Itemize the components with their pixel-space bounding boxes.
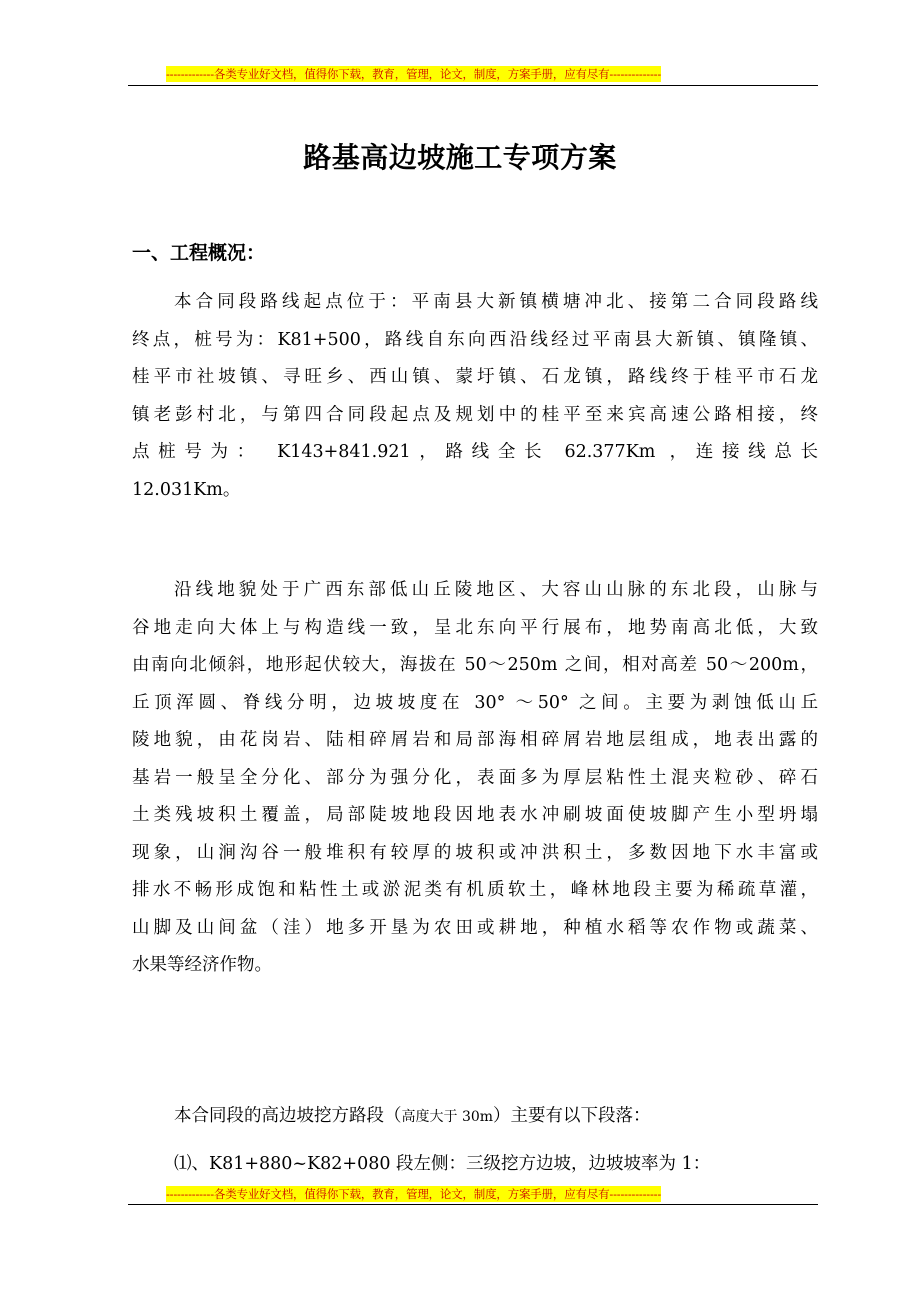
text-line: 现象，山涧沟谷一般堆积有较厚的坡积或冲洪积土，多数因地下水丰富或 bbox=[132, 842, 818, 863]
text-line: 水果等经济作物。 bbox=[132, 955, 272, 975]
footer-banner: -------------各类专业好文档，值得你下载，教育，管理，论文，制度，方案手册，应有尽有-------------- bbox=[166, 1187, 662, 1201]
paragraph-terrain bbox=[132, 572, 818, 985]
text-line: 丘顶浑圆、脊线分明，边坡坡度在 30° ～50° 之间。主要为剥蚀低山丘 bbox=[132, 692, 818, 713]
document-title: 路基高边坡施工专项方案 bbox=[303, 141, 617, 174]
text-line: 排水不畅形成饱和粘性土或淤泥类有机质软土，峰林地段主要为稀疏草灌， bbox=[132, 880, 818, 900]
text-line: 基岩一般呈全分化、部分为强分化，表面多为厚层粘性土混夹粒砂、碎石 bbox=[132, 767, 818, 788]
text-line: 由南向北倾斜，地形起伏较大，海拔在 50～250m 之间，相对高差 50～200m， bbox=[132, 655, 818, 675]
paragraph-high-slope-intro bbox=[132, 1098, 818, 1137]
text-line: 土类残坡积土覆盖，局部陡坡地段因地表水冲刷坡面使坡脚产生小型坍塌 bbox=[132, 805, 818, 825]
section-heading: 一、工程概况： bbox=[132, 242, 266, 264]
text-line: 陵地貌，由花岗岩、陆相碎屑岩和局部海相碎屑岩地层组成，地表出露的 bbox=[132, 730, 818, 750]
intro-text-before: 本合同段的高边坡挖方路段（ bbox=[174, 1106, 402, 1126]
text-line bbox=[132, 1098, 818, 1137]
footer-rule bbox=[128, 1204, 818, 1205]
text-line: 本合同段路线起点位于：平南县大新镇横塘冲北、接第二合同段路线 bbox=[174, 292, 818, 312]
header-banner: -------------各类专业好文档，值得你下载，教育，管理，论文，制度，方案手册，应有尽有-------------- bbox=[166, 67, 662, 81]
text-line: 桂平市社坡镇、寻旺乡、西山镇、蒙圩镇、石龙镇，路线终于桂平市石龙 bbox=[132, 367, 818, 387]
paragraph-route-overview bbox=[132, 284, 818, 509]
text-line: 12.031Km。 bbox=[132, 479, 241, 500]
text-line: 点桩号为： K143+841.921，路线全长 62.377Km ，连接线总长 bbox=[132, 442, 818, 462]
height-note: 高度大于 30m bbox=[401, 1109, 494, 1125]
header-rule bbox=[128, 85, 818, 86]
text-line: 沿线地貌处于广西东部低山丘陵地区、大容山山脉的东北段，山脉与 bbox=[174, 580, 818, 600]
list-item-section-1 bbox=[132, 1146, 818, 1184]
text-line: ⑴、K81+880~K82+080 段左侧：三级挖方边坡，边坡坡率为 1： bbox=[174, 1154, 711, 1174]
text-line: 山脚及山间盆（洼）地多开垦为农田或耕地，种植水稻等农作物或蔬菜、 bbox=[132, 917, 818, 938]
text-line: 终点，桩号为：K81+500，路线自东向西沿线经过平南县大新镇、镇隆镇、 bbox=[132, 329, 818, 350]
text-line: 谷地走向大体上与构造线一致，呈北东向平行展布，地势南高北低，大致 bbox=[132, 617, 818, 638]
intro-text-after: ）主要有以下段落： bbox=[493, 1106, 651, 1126]
text-line: 镇老彭村北，与第四合同段起点及规划中的桂平至来宾高速公路相接，终 bbox=[132, 404, 818, 425]
